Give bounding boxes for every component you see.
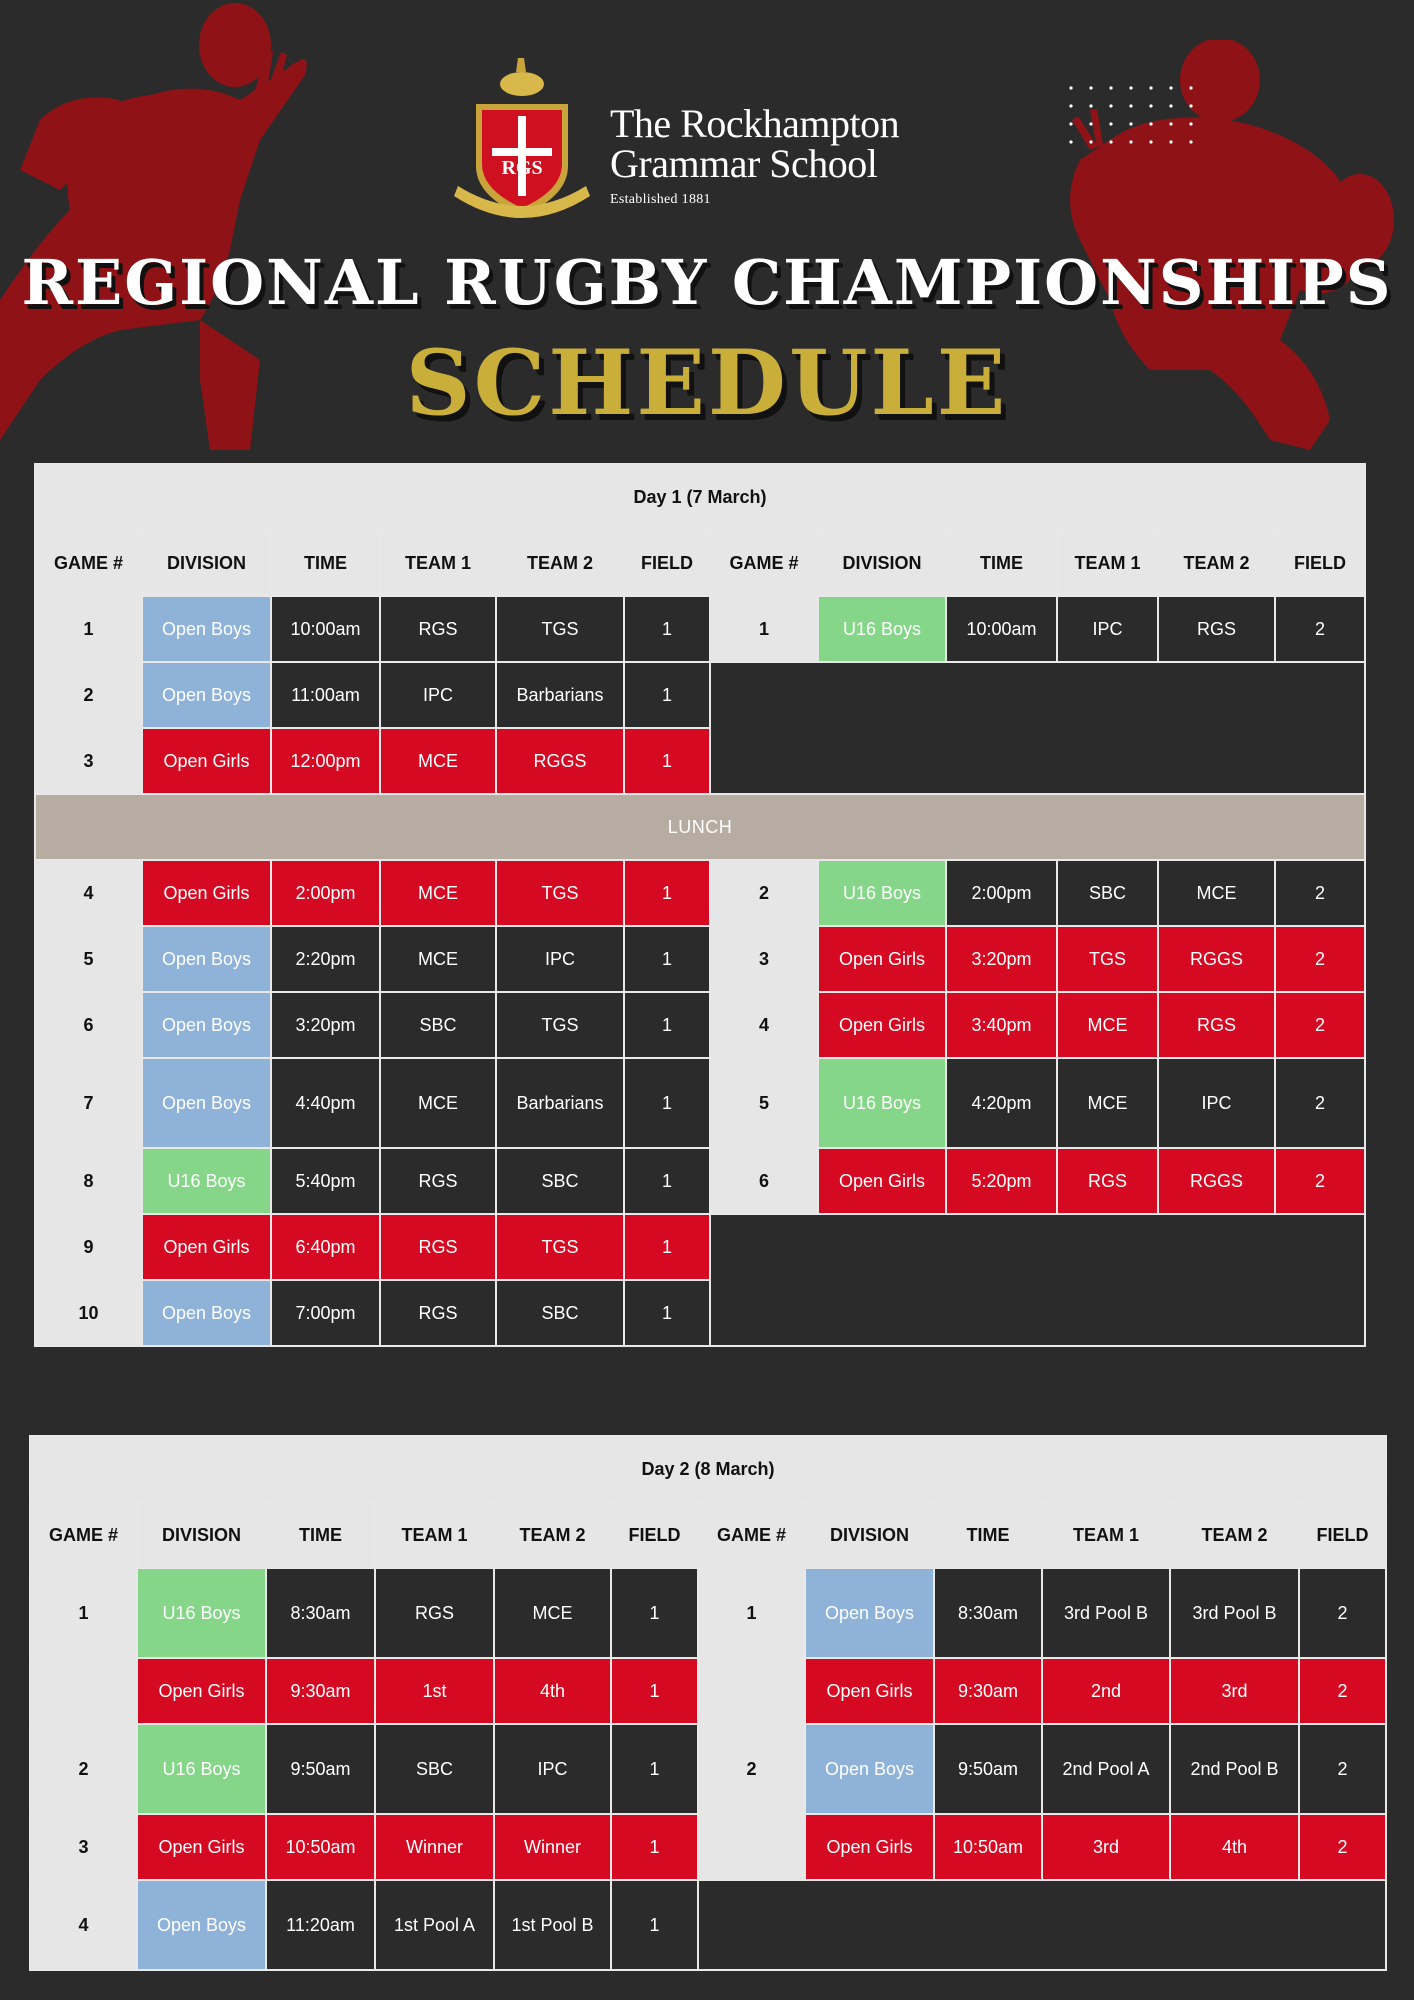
field2-team2: RGS [1158, 596, 1275, 662]
field2-team1: 2nd Pool A [1042, 1724, 1170, 1814]
page-subtitle: SCHEDULE [405, 330, 1009, 436]
column-header: FIELD [1299, 1502, 1386, 1568]
column-header: TEAM 1 [375, 1502, 494, 1568]
field2-game-number: 2 [698, 1724, 805, 1814]
field1-time: 10:50am [266, 1814, 375, 1880]
field1-team2: Winner [494, 1814, 611, 1880]
table-row [30, 1568, 1386, 1658]
column-header: GAME # [30, 1502, 137, 1568]
field1-team1: SBC [375, 1724, 494, 1814]
field1-field: 1 [611, 1880, 698, 1970]
field1-field: 1 [624, 1214, 710, 1280]
field2-division: U16 Boys [818, 860, 946, 926]
column-header: TEAM 2 [494, 1502, 611, 1568]
field1-team2: 1st Pool B [494, 1880, 611, 1970]
field2-division: Open Girls [805, 1658, 934, 1724]
field1-team1: RGS [380, 596, 496, 662]
field1-game-number: 8 [35, 1148, 142, 1214]
field1-team1: Winner [375, 1814, 494, 1880]
field1-field: 1 [611, 1814, 698, 1880]
page-title: REGIONAL RUGBY CHAMPIONSHIPS [21, 246, 1393, 319]
field1-game-number: 1 [30, 1568, 137, 1658]
field2-time: 10:00am [946, 596, 1057, 662]
field1-team2: IPC [494, 1724, 611, 1814]
field1-time: 9:30am [266, 1658, 375, 1724]
table-row [30, 1814, 1386, 1880]
field2-field: 2 [1275, 992, 1365, 1058]
field1-team1: SBC [380, 992, 496, 1058]
field1-field: 1 [624, 1148, 710, 1214]
column-header: GAME # [35, 530, 142, 596]
field1-division: Open Girls [142, 1214, 271, 1280]
field2-team2: RGS [1158, 992, 1275, 1058]
column-header: TEAM 2 [1170, 1502, 1299, 1568]
field1-division: Open Girls [142, 860, 271, 926]
field1-team2: TGS [496, 860, 624, 926]
field1-division: Open Girls [137, 1658, 266, 1724]
field1-team2: Barbarians [496, 662, 624, 728]
field1-division: Open Boys [142, 662, 271, 728]
field2-time: 10:50am [934, 1814, 1042, 1880]
column-header: TEAM 2 [496, 530, 624, 596]
table-row [35, 926, 1365, 992]
field1-field: 1 [624, 926, 710, 992]
field1-team2: RGGS [496, 728, 624, 794]
column-header: TEAM 1 [1042, 1502, 1170, 1568]
column-header: DIVISION [818, 530, 946, 596]
lunch-break-row: LUNCH [35, 794, 1365, 860]
field2-field: 2 [1275, 1148, 1365, 1214]
field1-team2: IPC [496, 926, 624, 992]
field2-field: 2 [1299, 1658, 1386, 1724]
day2-title: Day 2 (8 March) [30, 1436, 1386, 1502]
field1-team1: 1st Pool A [375, 1880, 494, 1970]
field2-team1: SBC [1057, 860, 1158, 926]
field2-game-number: 3 [710, 926, 818, 992]
field1-game-number: 2 [30, 1724, 137, 1814]
field1-team1: MCE [380, 926, 496, 992]
column-header: FIELD [611, 1502, 698, 1568]
field1-division: Open Boys [142, 1058, 271, 1148]
field2-field: 2 [1275, 1058, 1365, 1148]
table-row [35, 1214, 1365, 1280]
field2-division: Open Girls [818, 1148, 946, 1214]
table-row [35, 1058, 1365, 1148]
field1-team1: IPC [380, 662, 496, 728]
empty-block [710, 662, 1365, 794]
field1-division: Open Boys [137, 1880, 266, 1970]
field1-team1: 1st [375, 1658, 494, 1724]
empty-block [698, 1880, 1386, 1970]
field1-time: 12:00pm [271, 728, 380, 794]
field1-game-number: 9 [35, 1214, 142, 1280]
field2-game-number: 5 [710, 1058, 818, 1148]
field2-time: 3:40pm [946, 992, 1057, 1058]
field2-team1: TGS [1057, 926, 1158, 992]
field2-team1: IPC [1057, 596, 1158, 662]
field1-team2: MCE [494, 1568, 611, 1658]
field1-team2: SBC [496, 1148, 624, 1214]
table-row [35, 860, 1365, 926]
column-header: TEAM 2 [1158, 530, 1275, 596]
field1-game-number: 4 [30, 1880, 137, 1970]
empty-block [710, 1214, 1365, 1346]
field1-division: U16 Boys [142, 1148, 271, 1214]
field1-field: 1 [624, 860, 710, 926]
field2-game-number: 4 [710, 992, 818, 1058]
column-header: GAME # [698, 1502, 805, 1568]
column-header: DIVISION [142, 530, 271, 596]
table-row [30, 1724, 1386, 1814]
field1-division: U16 Boys [137, 1568, 266, 1658]
table-row [35, 662, 1365, 728]
field1-time: 11:00am [271, 662, 380, 728]
school-crest-logo [448, 56, 596, 236]
field2-time: 5:20pm [946, 1148, 1057, 1214]
field1-field: 1 [611, 1658, 698, 1724]
field1-time: 4:40pm [271, 1058, 380, 1148]
field1-team2: 4th [494, 1658, 611, 1724]
field2-team2: 2nd Pool B [1170, 1724, 1299, 1814]
field1-time: 2:00pm [271, 860, 380, 926]
column-header: TEAM 1 [1057, 530, 1158, 596]
field1-game-number [30, 1658, 137, 1724]
field1-team1: MCE [380, 1058, 496, 1148]
field2-time: 9:30am [934, 1658, 1042, 1724]
established-label: Established 1881 [610, 192, 711, 207]
field2-team1: 3rd Pool B [1042, 1568, 1170, 1658]
field1-division: Open Girls [142, 728, 271, 794]
column-header: DIVISION [805, 1502, 934, 1568]
field2-time: 8:30am [934, 1568, 1042, 1658]
field1-time: 10:00am [271, 596, 380, 662]
column-header: TIME [946, 530, 1057, 596]
field2-team1: 2nd [1042, 1658, 1170, 1724]
field1-division: Open Boys [142, 596, 271, 662]
field2-team1: MCE [1057, 992, 1158, 1058]
day1-title: Day 1 (7 March) [35, 464, 1365, 530]
field2-division: Open Girls [805, 1814, 934, 1880]
field1-game-number: 7 [35, 1058, 142, 1148]
field2-field: 2 [1299, 1568, 1386, 1658]
svg-text:RGS: RGS [501, 157, 543, 179]
field1-field: 1 [611, 1568, 698, 1658]
table-row [30, 1658, 1386, 1724]
field2-division: Open Girls [818, 992, 946, 1058]
field1-time: 2:20pm [271, 926, 380, 992]
table-row [35, 596, 1365, 662]
school-name-block [610, 101, 900, 208]
field2-field: 2 [1275, 926, 1365, 992]
field1-time: 3:20pm [271, 992, 380, 1058]
field1-field: 1 [611, 1724, 698, 1814]
field1-game-number: 1 [35, 596, 142, 662]
field1-division: Open Boys [142, 926, 271, 992]
field1-team1: RGS [380, 1214, 496, 1280]
field1-division: U16 Boys [137, 1724, 266, 1814]
column-header: FIELD [624, 530, 710, 596]
column-header: TEAM 1 [380, 530, 496, 596]
field1-time: 5:40pm [271, 1148, 380, 1214]
field1-team1: RGS [380, 1280, 496, 1346]
field1-game-number: 3 [30, 1814, 137, 1880]
field1-game-number: 5 [35, 926, 142, 992]
field2-game-number: 2 [710, 860, 818, 926]
column-header: TIME [271, 530, 380, 596]
field1-team1: MCE [380, 860, 496, 926]
field2-division: U16 Boys [818, 596, 946, 662]
field1-time: 9:50am [266, 1724, 375, 1814]
field2-team2: IPC [1158, 1058, 1275, 1148]
field2-team1: MCE [1057, 1058, 1158, 1148]
field1-division: Open Boys [142, 992, 271, 1058]
field2-team1: RGS [1057, 1148, 1158, 1214]
field1-team2: SBC [496, 1280, 624, 1346]
field1-team2: TGS [496, 1214, 624, 1280]
field2-division: Open Girls [818, 926, 946, 992]
day1-schedule-table [34, 463, 1366, 1347]
table-row [30, 1880, 1386, 1970]
column-header: GAME # [710, 530, 818, 596]
field2-team1: 3rd [1042, 1814, 1170, 1880]
field2-field: 2 [1299, 1724, 1386, 1814]
field2-game-number: 1 [698, 1568, 805, 1658]
field2-field: 2 [1275, 860, 1365, 926]
field1-team1: RGS [380, 1148, 496, 1214]
field1-team1: MCE [380, 728, 496, 794]
field2-team2: 3rd Pool B [1170, 1568, 1299, 1658]
field2-game-number [698, 1814, 805, 1880]
decorative-dot-grid [1068, 84, 1208, 150]
field2-time: 9:50am [934, 1724, 1042, 1814]
field2-time: 4:20pm [946, 1058, 1057, 1148]
field1-field: 1 [624, 992, 710, 1058]
field1-field: 1 [624, 1058, 710, 1148]
column-header: TIME [266, 1502, 375, 1568]
field2-game-number [698, 1658, 805, 1724]
field1-field: 1 [624, 662, 710, 728]
field2-division: U16 Boys [818, 1058, 946, 1148]
field1-field: 1 [624, 1280, 710, 1346]
field1-field: 1 [624, 728, 710, 794]
field2-time: 2:00pm [946, 860, 1057, 926]
field1-game-number: 6 [35, 992, 142, 1058]
column-header-row [35, 530, 1365, 596]
field2-field: 2 [1275, 596, 1365, 662]
field1-team2: Barbarians [496, 1058, 624, 1148]
field2-game-number: 1 [710, 596, 818, 662]
field2-team2: RGGS [1158, 1148, 1275, 1214]
field2-time: 3:20pm [946, 926, 1057, 992]
field1-team2: TGS [496, 596, 624, 662]
field1-field: 1 [624, 596, 710, 662]
field1-game-number: 4 [35, 860, 142, 926]
table-row [35, 992, 1365, 1058]
field2-field: 2 [1299, 1814, 1386, 1880]
field1-team1: RGS [375, 1568, 494, 1658]
field1-game-number: 3 [35, 728, 142, 794]
field1-time: 6:40pm [271, 1214, 380, 1280]
field1-time: 11:20am [266, 1880, 375, 1970]
column-header: DIVISION [137, 1502, 266, 1568]
day2-schedule-table [29, 1435, 1387, 1971]
field2-team2: 4th [1170, 1814, 1299, 1880]
field1-game-number: 2 [35, 662, 142, 728]
table-row [35, 1148, 1365, 1214]
column-header: FIELD [1275, 530, 1365, 596]
field2-team2: MCE [1158, 860, 1275, 926]
column-header: TIME [934, 1502, 1042, 1568]
column-header-row [30, 1502, 1386, 1568]
school-name-line1: The Rockhampton [610, 101, 900, 146]
field1-division: Open Boys [142, 1280, 271, 1346]
field1-time: 7:00pm [271, 1280, 380, 1346]
field2-team2: RGGS [1158, 926, 1275, 992]
field1-team2: TGS [496, 992, 624, 1058]
field2-division: Open Boys [805, 1568, 934, 1658]
field1-time: 8:30am [266, 1568, 375, 1658]
field2-game-number: 6 [710, 1148, 818, 1214]
field1-game-number: 10 [35, 1280, 142, 1346]
field2-division: Open Boys [805, 1724, 934, 1814]
field2-team2: 3rd [1170, 1658, 1299, 1724]
school-name-line2: Grammar School [610, 141, 878, 186]
field1-division: Open Girls [137, 1814, 266, 1880]
